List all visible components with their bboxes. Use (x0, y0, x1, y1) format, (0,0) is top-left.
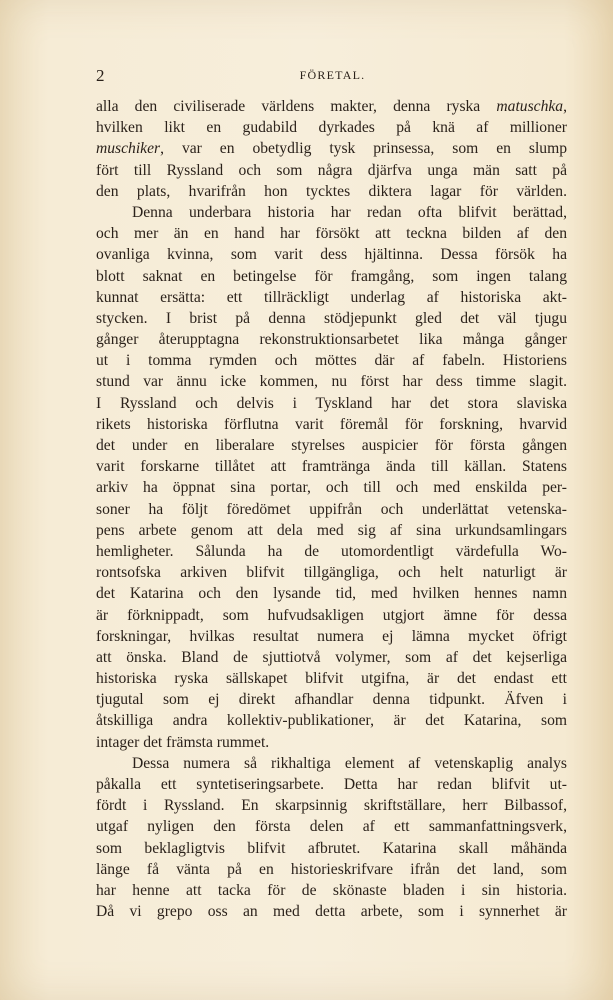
text-line: forskningar, hvilkas resultat numera ej lämna mycket öfrigt (96, 627, 567, 645)
text-line: gånger återupptagna rekonstruktionsarbetet lika många gånger (96, 331, 567, 349)
text-line: som beklagligtvis blifvit afbrutet. Katarina skall måhända (96, 839, 567, 857)
text-line: är förknippadt, som hufvudsakligen utgjort ämne för dessa (96, 606, 567, 624)
text-line: tjugutal som ej direkt afhandlar denna tidpunkt. Äfven i (96, 691, 567, 709)
text-line: rikets historiska förflutna varit föremål för forskning, hvarvid (96, 415, 567, 433)
text-line: arkiv ha öppnat sina portar, och till och med enskilda per- (96, 479, 567, 497)
body-text (96, 96, 567, 922)
text-line: stund var ännu icke kommen, nu först har dess timme slagit. (96, 373, 567, 391)
text-segment: , var en obetydlig tysk prinsessa, som en slump (160, 140, 567, 158)
text-line: det Katarina och den lysande tid, med hvilken hennes namn (96, 585, 567, 603)
text-line: pens arbete genom att dela med sig af sina urkundsamlingars (96, 521, 567, 539)
text-line: fört till Ryssland och som några djärfva unga män satt på (96, 161, 567, 179)
text-line: stycken. I brist på denna stödjepunkt gled det väl tjugu (96, 309, 567, 327)
text-line: kunnat ersätta: ett tillräckligt underlag af historiska akt- (96, 288, 567, 306)
text-line: varit forskarne tillåtet att framtränga ända till källan. Statens (96, 458, 567, 476)
text-line (96, 138, 567, 159)
text-line: Dessa numera så rikhaltiga element af vetenskaplig analys (132, 754, 567, 772)
text-line: påkalla ett syntetiseringsarbete. Detta har redan blifvit ut- (96, 776, 567, 793)
text-line: åtskilliga andra kollektiv-publikationer, är det Katarina, som (96, 712, 567, 730)
text-line: länge få vänta på en historieskrifvare ifrån det land, som (96, 860, 567, 878)
running-title: FÖRETAL. (299, 68, 366, 82)
text-line: Denna underbara historia har redan ofta blifvit berättad, (132, 203, 567, 221)
text-line: blott saknat en betingelse för framgång, som ingen talang (96, 267, 567, 285)
italic-term: muschiker (96, 140, 161, 158)
page-header (96, 66, 569, 86)
text-line: I Ryssland och delvis i Tyskland har det stora slaviska (96, 394, 567, 412)
page-number: 2 (96, 66, 105, 85)
text-line: hemligheter. Sålunda ha de utomordentligt värdefulla Wo- (96, 542, 567, 560)
text-line (96, 96, 567, 117)
text-line: att önska. Bland de sjuttiotvå volymer, som af det kejserliga (96, 648, 567, 666)
text-line: ovanliga kvinna, som varit dess hjältinna. Dessa försök ha (96, 246, 567, 264)
text-line: rontsofska arkiven blifvit tillgängliga, och helt naturligt är (96, 564, 567, 582)
text-line: soner ha följt föredömet uppifrån och underlättat vetenska- (96, 500, 567, 518)
text-line: utgaf nyligen den första delen af ett sammanfattningsverk, (96, 818, 567, 836)
italic-term: matuschka (496, 98, 564, 115)
text-line: hvilken likt en gudabild dyrkades på knä af millioner (96, 119, 567, 137)
text-line: den plats, hvarifrån hon tycktes diktera lagar för världen. (96, 182, 567, 200)
text-line: har henne att tacka för de skönaste bladen i sin historia. (96, 881, 567, 899)
text-line: intager det främsta rummet. (96, 733, 270, 751)
text-segment: , (563, 98, 567, 115)
text-line: och mer än en hand har försökt att teckna bilden af den (96, 225, 567, 243)
text-line: det under en liberalare styrelses auspicier för första gången (96, 437, 567, 454)
text-line: ut i tomma rymden och möttes där af fabeln. Historiens (96, 352, 567, 370)
text-line: Då vi grepo oss an med detta arbete, som i synnerhet är (96, 903, 567, 921)
text-line: historiska ryska sällskapet blifvit utgifna, är det endast ett (96, 670, 567, 688)
text-line: fördt i Ryssland. En skarpsinnig skriftställare, herr Bilbassof, (96, 797, 567, 815)
text-segment: alla den civiliserade världens makter, denna ryska (96, 98, 497, 115)
